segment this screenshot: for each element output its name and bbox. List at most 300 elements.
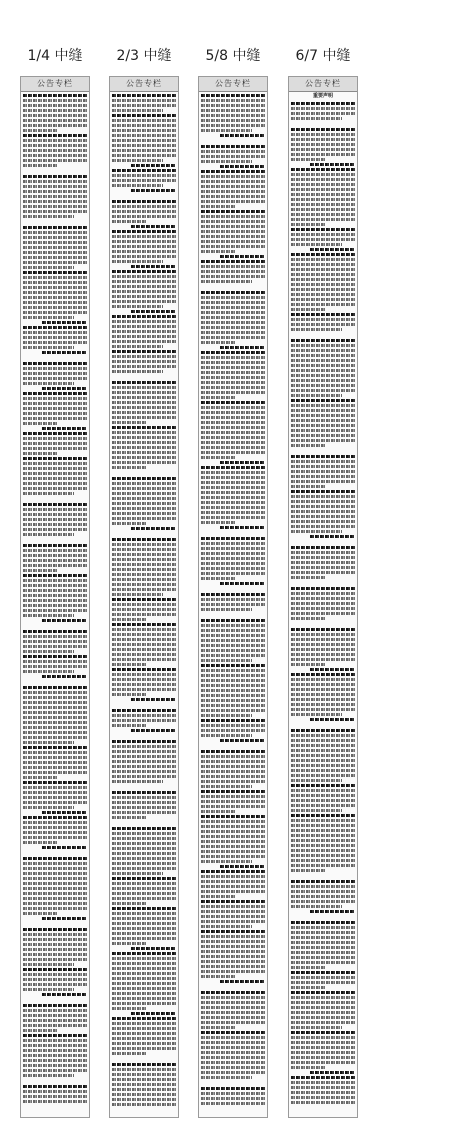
text-line	[112, 446, 176, 449]
text-line	[23, 266, 74, 269]
text-line	[112, 124, 176, 127]
text-line	[291, 769, 355, 772]
text-line	[23, 1074, 74, 1077]
notice-paragraph	[23, 326, 87, 354]
text-line	[23, 447, 87, 450]
text-line	[291, 1101, 355, 1104]
text-line	[112, 658, 176, 661]
text-line	[112, 421, 147, 424]
text-line	[112, 628, 176, 631]
text-line	[112, 245, 176, 248]
text-line	[112, 129, 176, 132]
text-line	[291, 344, 355, 347]
text-line	[201, 205, 236, 208]
text-line	[112, 1103, 176, 1106]
text-line	[291, 490, 355, 493]
notice-paragraph	[23, 271, 87, 324]
text-line	[201, 1011, 265, 1014]
text-line	[112, 285, 176, 288]
text-line	[112, 608, 176, 611]
notice-signature-line	[131, 164, 176, 167]
notice-paragraph	[23, 686, 87, 744]
text-line	[112, 668, 176, 671]
text-line	[23, 1090, 87, 1093]
text-line	[23, 781, 87, 784]
text-line	[23, 195, 87, 198]
text-line	[291, 643, 355, 646]
notice-signature-line	[310, 718, 355, 721]
text-line	[112, 693, 147, 696]
text-line	[23, 776, 58, 779]
text-line	[201, 316, 265, 319]
text-line	[201, 1071, 265, 1074]
text-line	[291, 617, 326, 620]
notice-paragraph	[112, 94, 176, 112]
text-line	[23, 1024, 87, 1027]
text-line	[112, 416, 176, 419]
text-line	[112, 154, 176, 157]
notice-paragraph	[201, 351, 265, 399]
notice-paragraph	[291, 921, 355, 969]
text-line	[201, 1016, 265, 1019]
text-line	[112, 512, 176, 515]
text-line	[112, 1027, 176, 1030]
text-line	[23, 938, 87, 941]
text-line	[23, 716, 87, 719]
text-line	[291, 703, 355, 706]
text-line	[291, 1001, 355, 1004]
text-line	[291, 253, 355, 256]
text-line	[112, 932, 176, 935]
notice-paragraph	[112, 114, 176, 167]
text-line	[291, 1026, 342, 1029]
text-line	[112, 305, 163, 308]
notice-paragraph	[201, 1031, 265, 1079]
text-line	[291, 885, 355, 888]
column-heading-1: 1/4 中缝	[27, 48, 83, 64]
text-line	[112, 1083, 176, 1086]
text-line	[23, 241, 87, 244]
text-line	[112, 507, 176, 510]
text-line	[112, 765, 176, 768]
text-line	[201, 336, 265, 339]
text-line	[201, 496, 265, 499]
text-line	[291, 708, 355, 711]
text-line	[23, 291, 87, 294]
text-line	[201, 562, 265, 565]
notice-signature-line	[220, 134, 265, 137]
notice-paragraph	[291, 971, 355, 989]
text-line	[291, 799, 355, 802]
text-line	[291, 263, 355, 266]
text-line	[112, 497, 176, 500]
text-line	[23, 721, 87, 724]
text-line	[23, 246, 87, 249]
text-line	[112, 260, 163, 263]
notice-paragraph	[201, 291, 265, 349]
text-line	[23, 149, 87, 152]
notice-signature-line	[131, 947, 176, 950]
text-line	[291, 283, 355, 286]
text-line	[201, 649, 265, 652]
text-line	[201, 446, 265, 449]
text-line	[23, 726, 87, 729]
text-line	[291, 1076, 355, 1079]
text-line	[201, 684, 265, 687]
text-line	[291, 313, 355, 316]
text-line	[112, 538, 176, 541]
notice-column-title: 公告专栏	[289, 77, 357, 92]
text-line	[201, 230, 265, 233]
text-line	[23, 549, 87, 552]
text-line	[23, 119, 87, 122]
text-line	[291, 268, 355, 271]
text-line	[112, 436, 176, 439]
text-line	[291, 764, 355, 767]
text-line	[291, 784, 355, 787]
notice-paragraph	[112, 740, 176, 783]
notice-paragraph	[291, 673, 355, 721]
text-line	[291, 460, 355, 463]
text-line	[291, 485, 326, 488]
text-line	[291, 571, 355, 574]
text-line	[112, 877, 176, 880]
text-line	[112, 205, 176, 208]
text-line	[23, 746, 87, 749]
text-line	[291, 859, 355, 862]
text-line	[201, 99, 265, 102]
text-line	[112, 355, 176, 358]
text-line	[112, 114, 176, 117]
text-line	[291, 1066, 326, 1069]
text-line	[201, 155, 265, 158]
text-line	[291, 991, 355, 994]
notice-paragraph	[201, 991, 265, 1029]
text-line	[23, 569, 58, 572]
text-line	[201, 795, 265, 798]
text-line	[23, 831, 87, 834]
text-line	[23, 164, 58, 167]
notice-paragraph	[112, 1063, 176, 1106]
text-line	[112, 1032, 176, 1035]
text-line	[23, 686, 87, 689]
text-line	[112, 461, 176, 464]
text-line	[112, 857, 176, 860]
text-line	[201, 451, 265, 454]
text-line	[201, 694, 265, 697]
text-line	[291, 323, 355, 326]
text-line	[291, 819, 355, 822]
text-line	[201, 765, 265, 768]
text-line	[291, 1081, 355, 1084]
text-line	[291, 966, 326, 969]
text-line	[291, 986, 326, 989]
text-line	[23, 236, 87, 239]
text-line	[291, 288, 355, 291]
text-line	[291, 439, 355, 442]
notice-signature-line	[42, 917, 87, 920]
text-line	[291, 183, 355, 186]
text-line	[112, 290, 176, 293]
text-line	[291, 318, 355, 321]
text-line	[23, 154, 87, 157]
text-line	[112, 987, 176, 990]
text-line	[291, 273, 355, 276]
text-line	[112, 917, 176, 920]
text-line	[201, 386, 265, 389]
text-line	[291, 829, 355, 832]
text-line	[112, 837, 176, 840]
text-line	[201, 996, 265, 999]
text-line	[291, 243, 342, 246]
text-line	[291, 653, 355, 656]
notice-paragraph	[112, 270, 176, 313]
text-line	[291, 404, 355, 407]
notice-paragraph	[112, 709, 176, 732]
text-line	[112, 1002, 176, 1005]
text-line	[201, 361, 265, 364]
notice-paragraph	[23, 816, 87, 849]
text-line	[291, 515, 355, 518]
text-line	[23, 472, 87, 475]
notice-signature-line	[42, 351, 87, 354]
text-line	[23, 887, 87, 890]
text-line	[291, 328, 342, 331]
text-line	[201, 785, 252, 788]
text-line	[112, 568, 176, 571]
text-line	[201, 770, 265, 773]
notice-paragraph	[112, 827, 176, 875]
notice-signature-line	[220, 526, 265, 529]
text-line	[201, 1097, 265, 1100]
text-line	[23, 958, 87, 961]
notice-paragraph	[291, 455, 355, 488]
text-line	[201, 250, 236, 253]
notice-signature-line	[220, 165, 265, 168]
notice-paragraph	[23, 655, 87, 678]
text-line	[291, 510, 355, 513]
text-line	[112, 673, 176, 676]
text-line	[112, 1042, 176, 1045]
text-line	[291, 1011, 355, 1014]
notice-paragraph	[23, 857, 87, 920]
text-line	[291, 349, 355, 352]
text-line	[291, 809, 342, 812]
notice-paragraph	[201, 930, 265, 983]
text-line	[112, 937, 176, 940]
text-line	[112, 892, 176, 895]
text-line	[201, 760, 265, 763]
text-line	[201, 321, 265, 324]
text-line	[112, 200, 176, 203]
notice-paragraph	[291, 880, 355, 913]
notice-paragraph	[112, 426, 176, 469]
text-line	[112, 709, 176, 712]
text-line	[112, 456, 176, 459]
text-line	[291, 1091, 355, 1094]
notice-paragraph	[23, 630, 87, 653]
text-line	[201, 639, 265, 642]
text-line	[112, 482, 176, 485]
text-line	[291, 193, 355, 196]
text-line	[201, 805, 265, 808]
text-line	[201, 905, 265, 908]
text-line	[23, 806, 74, 809]
text-line	[112, 603, 176, 606]
text-line	[291, 971, 355, 974]
text-line	[291, 931, 355, 934]
text-line	[112, 1093, 176, 1096]
notice-column-subtitle: 重要声明	[312, 93, 333, 99]
text-line	[291, 188, 355, 191]
text-line	[201, 291, 265, 294]
text-line	[291, 602, 355, 605]
text-line	[201, 679, 265, 682]
text-line	[23, 741, 74, 744]
text-line	[291, 470, 355, 473]
text-line	[112, 174, 176, 177]
text-line	[112, 997, 176, 1000]
text-line	[291, 663, 326, 666]
notice-paragraph	[112, 477, 176, 530]
notice-signature-line	[310, 668, 355, 671]
text-line	[23, 1029, 58, 1032]
text-line	[201, 729, 265, 732]
text-line	[112, 623, 176, 626]
text-line	[23, 316, 74, 319]
text-line	[23, 756, 87, 759]
text-line	[201, 875, 265, 878]
text-line	[201, 970, 265, 973]
text-line	[291, 384, 355, 387]
text-line	[201, 699, 265, 702]
text-line	[201, 719, 265, 722]
text-line	[201, 750, 265, 753]
notice-column-title: 公告专栏	[21, 77, 89, 92]
text-line	[23, 256, 87, 259]
notice-signature-line	[42, 321, 87, 324]
text-line	[291, 379, 355, 382]
notice-paragraph	[291, 102, 355, 120]
text-line	[201, 406, 265, 409]
text-line	[112, 745, 176, 748]
text-line	[201, 351, 265, 354]
text-line	[291, 218, 355, 221]
text-line	[201, 1051, 265, 1054]
text-line	[201, 280, 252, 283]
text-line	[23, 973, 87, 976]
notice-paragraph	[201, 900, 265, 928]
text-line	[23, 1064, 87, 1067]
text-line	[291, 228, 355, 231]
text-line	[291, 779, 342, 782]
text-line	[291, 936, 355, 939]
text-line	[23, 462, 87, 465]
text-line	[201, 1076, 252, 1079]
text-line	[112, 927, 176, 930]
text-line	[23, 372, 87, 375]
notice-paragraph	[23, 1034, 87, 1077]
notice-column-title: 公告专栏	[199, 77, 267, 92]
text-line	[112, 598, 176, 601]
notice-paragraph	[23, 134, 87, 167]
text-line	[112, 441, 176, 444]
text-line	[112, 922, 176, 925]
text-line	[201, 557, 265, 560]
text-line	[112, 275, 176, 278]
text-line	[201, 920, 265, 923]
text-line	[201, 501, 265, 504]
text-line	[112, 618, 147, 621]
text-line	[201, 306, 265, 309]
text-line	[112, 406, 176, 409]
text-line	[112, 360, 176, 363]
notice-paragraph	[112, 315, 176, 348]
text-line	[291, 890, 355, 893]
text-line	[23, 1039, 87, 1042]
text-line	[23, 841, 58, 844]
notice-paragraph	[23, 362, 87, 390]
notice-paragraph	[291, 1031, 355, 1074]
text-line	[23, 261, 87, 264]
notice-paragraph	[23, 928, 87, 966]
text-line	[201, 471, 265, 474]
text-line	[201, 674, 265, 677]
text-line	[201, 780, 265, 783]
notice-paragraph	[291, 814, 355, 872]
text-line	[201, 815, 265, 818]
column-heading-3: 5/8 中缝	[205, 48, 261, 64]
text-line	[23, 836, 87, 839]
text-line	[291, 369, 355, 372]
text-line	[23, 928, 87, 931]
text-line	[201, 547, 265, 550]
text-line	[291, 444, 326, 447]
text-line	[291, 208, 355, 211]
text-line	[201, 572, 265, 575]
notice-signature-line	[310, 910, 355, 913]
text-line	[23, 412, 87, 415]
notice-signature-line	[131, 698, 176, 701]
notice-paragraph	[112, 538, 176, 596]
text-line	[201, 960, 265, 963]
text-line	[201, 1061, 265, 1064]
text-line	[23, 564, 87, 567]
text-line	[23, 978, 87, 981]
text-line	[112, 426, 176, 429]
text-line	[291, 475, 355, 478]
text-line	[112, 1037, 176, 1040]
text-line	[291, 1041, 355, 1044]
text-line	[291, 1016, 355, 1019]
notice-paragraph	[291, 399, 355, 447]
text-line	[201, 860, 252, 863]
text-line	[201, 150, 265, 153]
text-line	[201, 109, 265, 112]
text-line	[201, 567, 265, 570]
text-line	[201, 619, 265, 622]
text-line	[112, 315, 176, 318]
text-line	[201, 800, 265, 803]
notice-signature-line	[42, 619, 87, 622]
text-line	[112, 543, 176, 546]
text-line	[201, 1046, 265, 1049]
text-line	[291, 658, 355, 661]
text-line	[23, 407, 87, 410]
text-line	[201, 114, 265, 117]
text-line	[201, 925, 252, 928]
text-line	[291, 956, 355, 959]
